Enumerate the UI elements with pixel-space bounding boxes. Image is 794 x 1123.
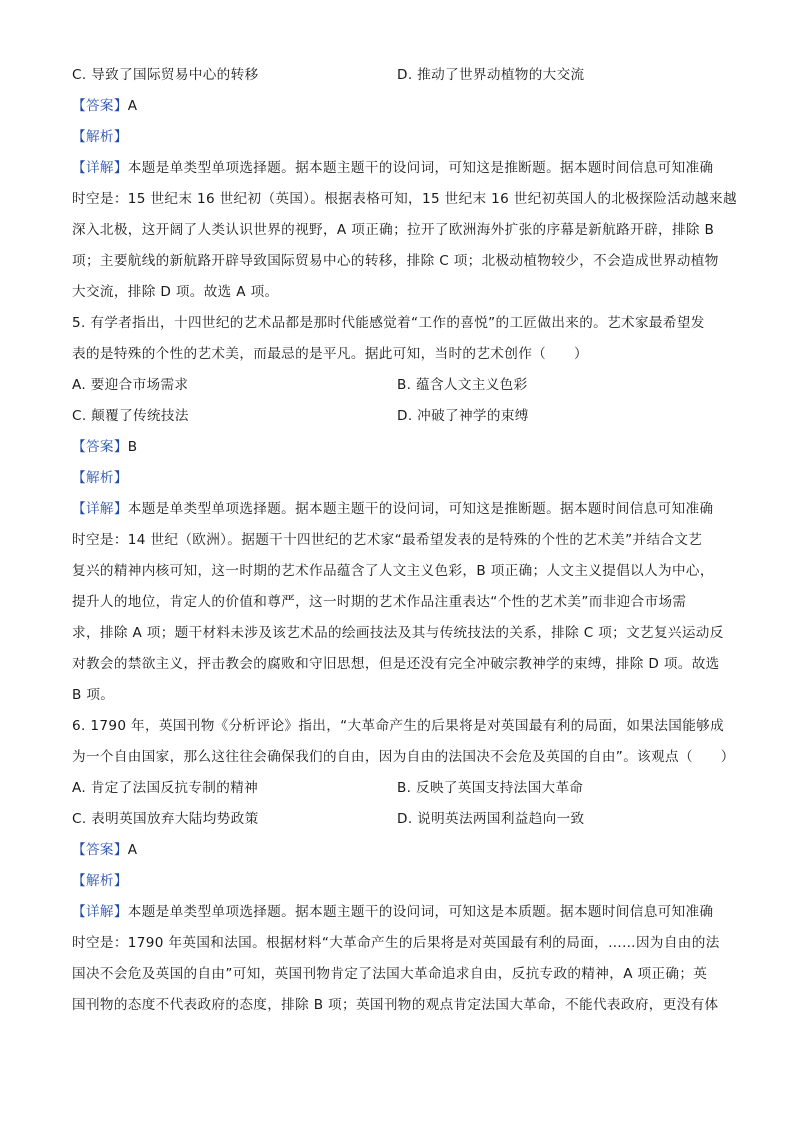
q6-option-b: B. 反映了英国支持法国大革命 [397,780,584,796]
analysis-label: 【解析】 [72,470,128,486]
q6-detail-line: 国刊物的态度不代表政府的态度，排除 B 项；英国刊物的观点肯定法国大革命，不能代表政府，更没有体 [72,997,719,1013]
q5-option-d: D. 冲破了神学的束缚 [397,408,529,424]
q4-detail-line [72,157,713,179]
q6-option-d: D. 说明英法两国利益趋向一致 [397,811,585,827]
analysis-label: 【解析】 [72,129,128,145]
detail-text: 本题是单类型单项选择题。据本题主题干的设问词，可知这是推断题。据本题时间信息可知准确 [127,501,714,517]
detail-label: 【详解】 [72,160,128,176]
q4-detail-line: 项；主要航线的新航路开辟导致国际贸易中心的转移，排除 C 项；北极动植物较少，不会造成世界动植物 [72,253,719,269]
answer-value: A [127,842,138,858]
detail-text: 本题是单类型单项选择题。据本题主题干的设问词，可知这是推断题。据本题时间信息可知准确 [127,160,714,176]
q6-option-a: A. 肯定了法国反抗专制的精神 [72,780,259,796]
q4-detail-line: 大交流，排除 D 项。故选 A 项。 [72,284,279,300]
answer-label: 【答案】 [72,842,128,858]
q6-detail-line: 时空是：1790 年英国和法国。根据材料“大革命产生的后果将是对英国最有利的局面，……因为自由的法 [72,935,720,951]
q6-stem-line: 6. 1790 年，英国刊物《分析评论》指出，“大革命产生的后果将是对英国最有利的局面，如果法国能够成 [72,718,725,734]
q5-detail-line: 求，排除 A 项；题干材料未涉及该艺术品的绘画技法及其与传统技法的关系，排除 C 项；文艺复兴运动反 [72,625,724,641]
q5-option-c: C. 颠覆了传统技法 [72,408,189,424]
q5-detail-line: 对教会的禁欲主义，抨击教会的腐败和守旧思想，但是还没有完全冲破宗教神学的束缚，排除 D 项。故选 [72,656,720,672]
analysis-label: 【解析】 [72,873,128,889]
q6-stem-line: 为一个自由国家，那么这往往会确保我们的自由，因为自由的法国决不会危及英国的自由”。该观点（ ） [72,749,735,765]
detail-label: 【详解】 [72,904,128,920]
q6-answer [72,839,137,861]
q6-option-c: C. 表明英国放弃大陆均势政策 [72,811,259,827]
q5-detail-line: B 项。 [72,687,115,703]
q5-detail-line [72,498,713,520]
q6-analysis-label [72,870,128,892]
q5-stem-line: 5. 有学者指出，十四世纪的艺术品都是那时代能感觉着“工作的喜悦”的工匠做出来的。艺术家最希望发 [72,315,705,331]
q5-option-b: B. 蕴含人文主义色彩 [397,377,528,393]
answer-label: 【答案】 [72,439,128,455]
q4-analysis-label [72,126,128,148]
answer-value: B [127,439,138,455]
q5-answer [72,436,137,458]
q4-detail-line: 时空是：15 世纪末 16 世纪初（英国）。根据表格可知，15 世纪末 16 世纪初英国人的北极探险活动越来越 [72,191,737,207]
q6-detail-line [72,901,713,923]
q4-option-c: C. 导致了国际贸易中心的转移 [72,67,259,83]
q5-detail-line: 提升人的地位，肯定人的价值和尊严，这一时期的艺术作品注重表达“个性的艺术美”而非迎合市场需 [72,594,687,610]
answer-label: 【答案】 [72,98,128,114]
q4-answer [72,95,137,117]
q5-analysis-label [72,467,128,489]
detail-label: 【详解】 [72,501,128,517]
q6-detail-line: 国决不会危及英国的自由”可知，英国刊物肯定了法国大革命追求自由，反抗专政的精神，A 项正确；英 [72,966,708,982]
q5-detail-line: 复兴的精神内核可知，这一时期的艺术作品蕴含了人文主义色彩，B 项正确；人文主义提倡以人为中心， [72,563,714,579]
answer-value: A [127,98,138,114]
q4-detail-line: 深入北极，这开阔了人类认识世界的视野，A 项正确；拉开了欧洲海外扩张的序幕是新航路开辟，排除 B [72,222,715,238]
detail-text: 本题是单类型单项选择题。据本题主题干的设问词，可知这是本质题。据本题时间信息可知准确 [127,904,714,920]
q5-detail-line: 时空是：14 世纪（欧洲）。据题干十四世纪的艺术家“最希望发表的是特殊的个性的艺术美”并结合文艺 [72,532,703,548]
q5-stem-line: 表的是特殊的个性的艺术美，而最忌的是平凡。据此可知，当时的艺术创作（ ） [72,346,588,362]
q4-option-d: D. 推动了世界动植物的大交流 [397,67,585,83]
q5-option-a: A. 要迎合市场需求 [72,377,189,393]
